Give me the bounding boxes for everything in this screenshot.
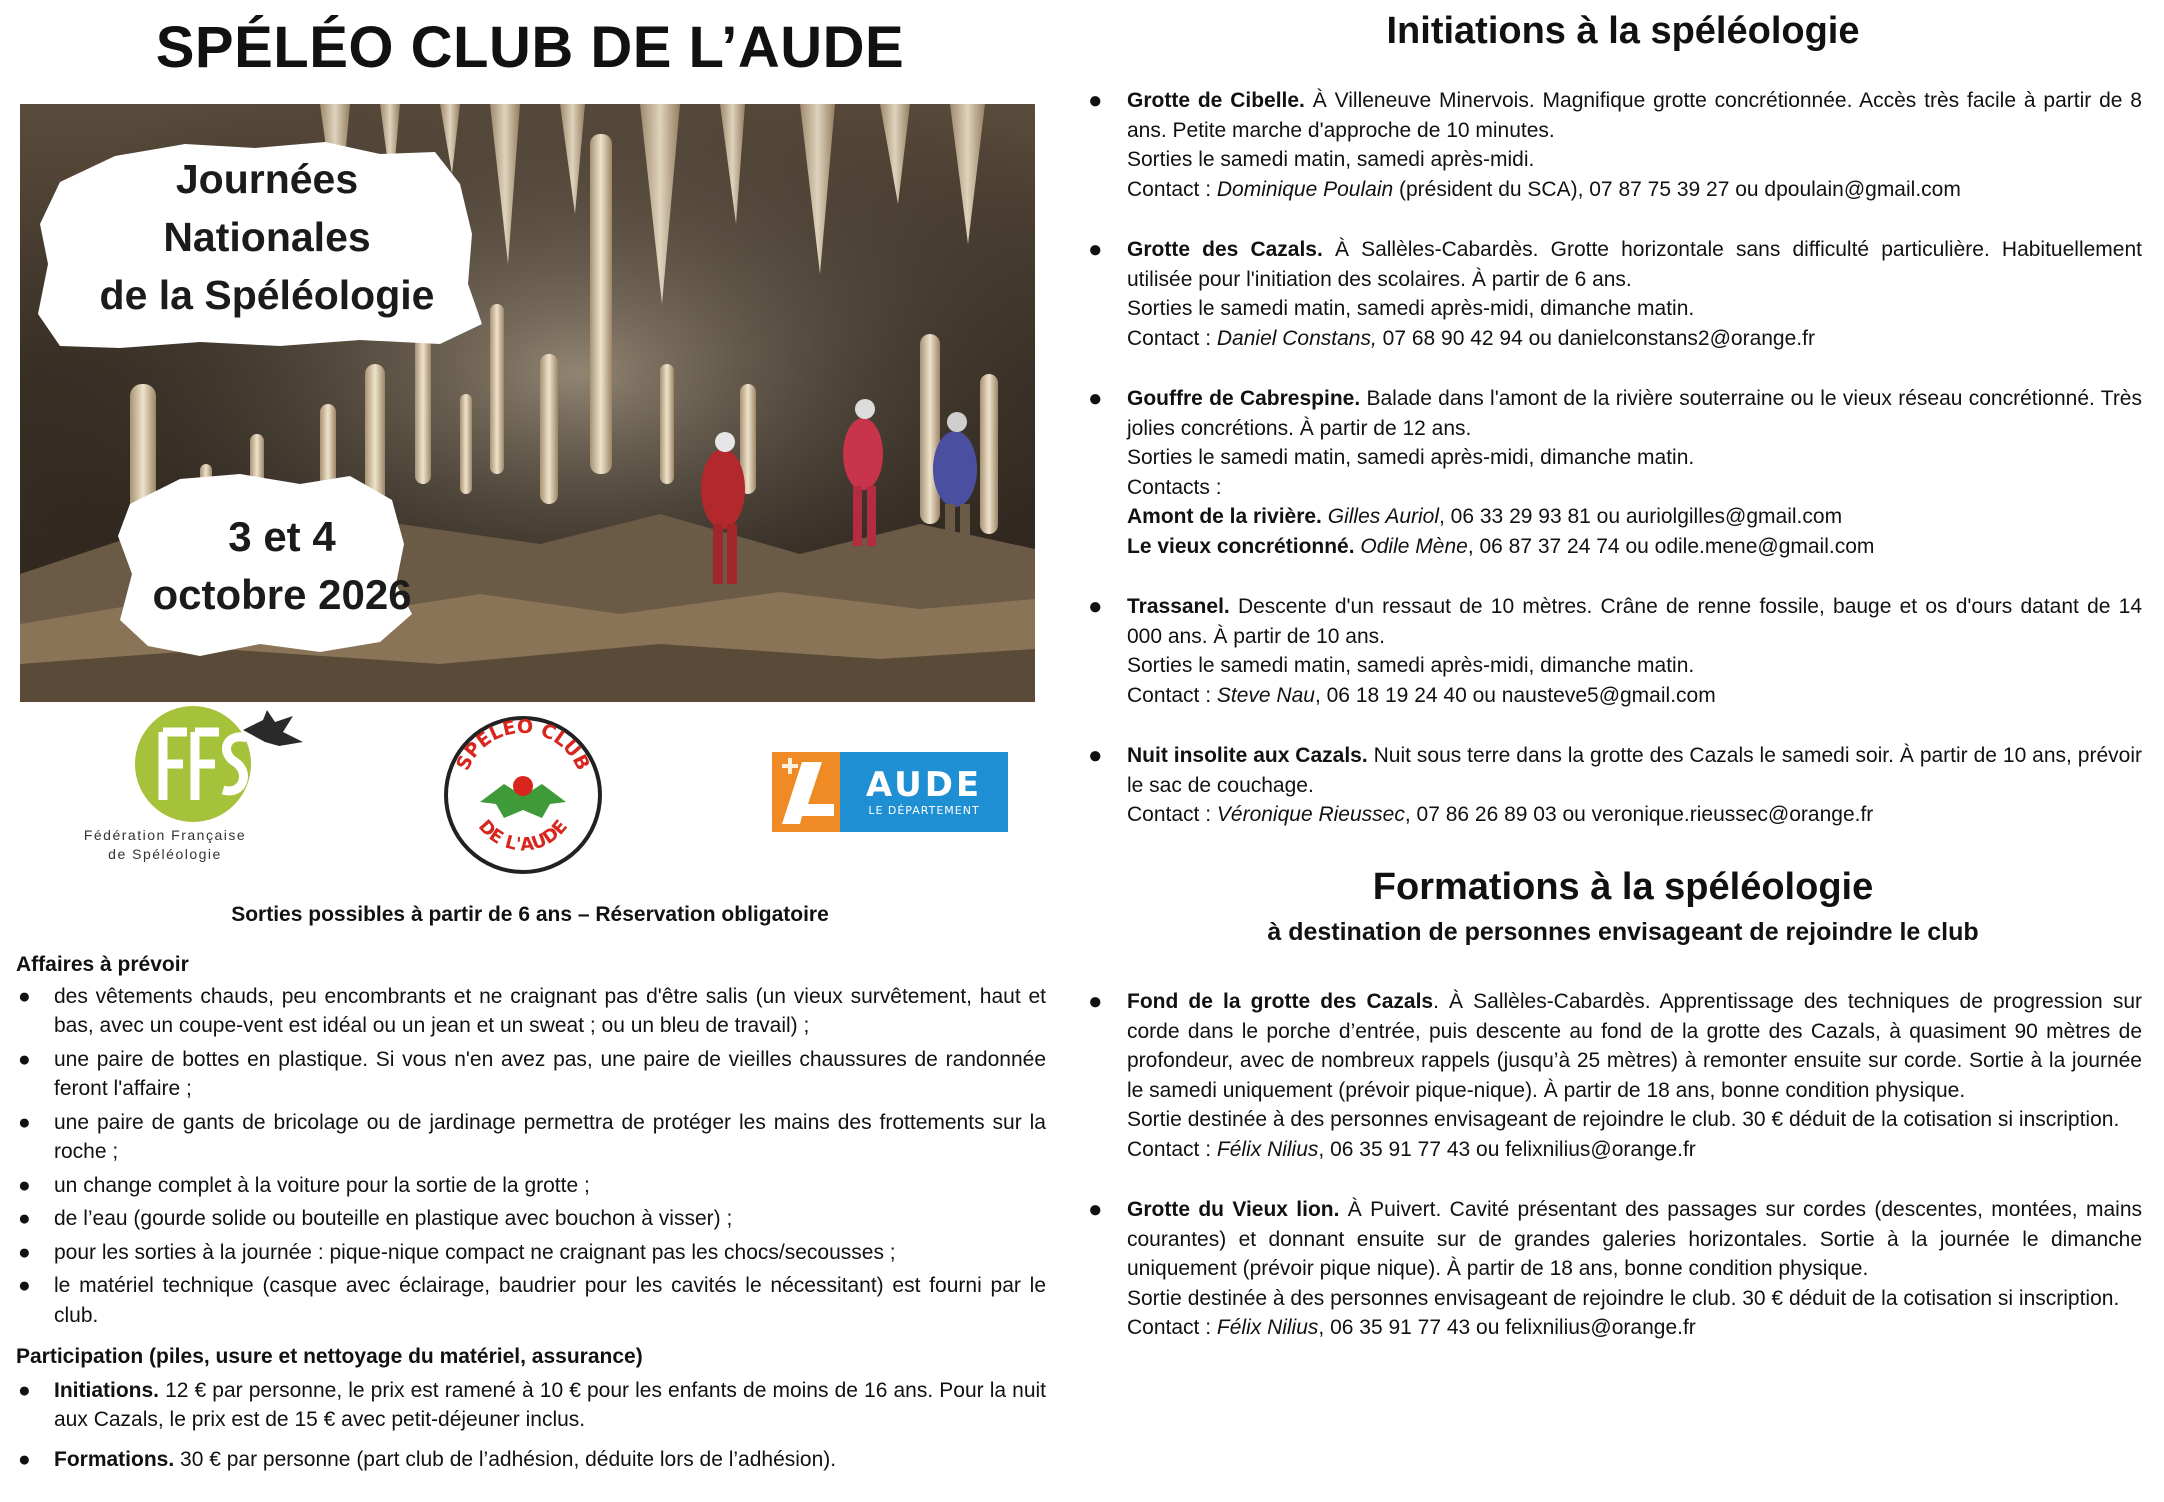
contact-name: Daniel Constans, [1216,326,1377,350]
left-body [16,950,1046,1484]
cave-description: Nuit sous terre dans la grotte des Cazals le samedi soir. À partir de 10 ans, prévoir le sac de couchage. [1127,744,2142,797]
cave-schedule: Sorties le samedi matin, samedi après-midi, dimanche matin. [1127,297,1695,320]
list-item: ● Fond de la grotte des Cazals. À Sallèles-Cabardès. Apprentissage des techniques de progression sur corde dans le porche d’entrée, puis descente au fond de la grotte des Cazals, à quasiment 90 mètres de profondeur, avec de nombreux rappels (jusqu’à 25 mètres) à remonter ensuite sur corde. Sortie à la journée le samedi uniquement (prévoir pique-nique). À partir de 18 ans, bonne condition physique. Sortie destinée à des personnes envisageant de rejoindre le club. 30 € déduit de la cotisation si inscription. Contact : Félix Nilius, 06 35 91 77 43 ou felixnilius@orange.fr [1088,988,2142,1161]
list-item: ● Grotte du Vieux lion. À Puivert. Cavité présentant des passages sur cordes (descentes, montées, mains courantes) et donnant ensuite sur de grandes galeries horizontales. Sortie à la journée le dimanche uniquement (prévoir pique nique). À partir de 18 ans, bonne condition physique. Sortie destinée à des personnes envisageant de rejoindre le club. 30 € déduit de la cotisation si inscription. Contact : Félix Nilius, 06 35 91 77 43 ou felixnilius@orange.fr [1088,1196,2142,1339]
list-item: ● Nuit insolite aux Cazals. Nuit sous terre dans la grotte des Cazals le samedi soir. À partir de 10 ans, prévoir le sac de couchage. Contact : Véronique Rieussec, 07 86 26 89 03 ou veronique.rieussec@orange.fr [1088,742,2142,826]
list-item: ● Initiations. 12 € par personne, le prix est ramené à 10 € pour les enfants de moins de 16 ans. Pour la nuit aux Cazals, le prix est de 15 € avec petit-déjeuner inclus. [18,1378,1046,1431]
contact-name: Félix Nilius [1216,1316,1319,1339]
formations-heading: Formations à la spéléologie [1372,866,1874,908]
formations-list [1082,987,2142,1374]
participation-text: 30 € par personne (part club de l’adhésion, déduite lors de l’adhésion). [174,1447,837,1471]
list-item: ● le matériel technique (casque avec éclairage, baudrier pour les cavités le nécessitant) est fourni par le club. [18,1274,1046,1327]
contact-prefix: Contact : [1127,326,1217,350]
sca-logo-bottom-text: DE L'AUDE [473,815,572,856]
contact-details: , 06 33 29 93 81 ou auriolgilles@gmail.com [1439,505,1843,528]
cave-schedule: Sorties le samedi matin, samedi après-midi, dimanche matin. [1127,446,1695,469]
contact-name: Véronique Rieussec [1216,803,1405,826]
list-item: ● Formations. 30 € par personne (part club de l’adhésion, déduite lors de l’adhésion). [18,1447,837,1471]
list-item-text: de l’eau (gourde solide ou bouteille en plastique avec bouchon à visser) ; [54,1207,733,1230]
cave-name: Grotte des Cazals. [1127,238,1323,261]
participation-heading: Participation (piles, usure et nettoyage du matériel, assurance) [16,1345,643,1368]
cave-name: Grotte du Vieux lion. [1127,1198,1340,1221]
cave-schedule: Sorties le samedi matin, samedi après-midi. [1127,148,1535,171]
list-item: ● une paire de bottes en plastique. Si vous n'en avez pas, une paire de vieilles chaussures de randonnée feront l'affaire ; [18,1047,1046,1100]
initiations-heading: Initiations à la spéléologie [1386,10,1860,52]
cave-name: Fond de la grotte des Cazals [1127,990,1434,1013]
contact-name: Steve Nau [1216,683,1315,707]
affaires-list [16,982,1046,1331]
cave-description: Descente d'un ressaut de 10 mètres. Crâne de renne fossile, bauge et os d'ours datant de 14 000 ans. À partir de 10 ans. [1127,595,2142,648]
list-item-text: des vêtements chauds, peu encombrants et ne craignant pas d'être salis (un vieux survêtement, haut et bas, avec un coupe-vent est idéal ou un jean et un sweat ; ou un bleu de travail) ; [54,984,1046,1037]
participation-label: Initiations. [54,1378,159,1402]
speleo-club-logo [442,714,604,876]
ffs-logo [115,702,315,827]
poster-date-line: octobre 2026 [152,571,412,618]
poster-date-line: 3 et 4 [228,513,336,560]
cave-description: À Sallèles-Cabardès. Grotte horizontale sans difficulté particulière. Habituellement utilisée pour l'initiation des scolaires. À partir de 6 ans. [1127,238,2142,291]
list-item: ● Gouffre de Cabrespine. Balade dans l'amont de la rivière souterraine ou le vieux réseau concrétionné. Très jolies concrétions. À partir de 12 ans. Sorties le samedi matin, samedi après-midi, dimanche matin. Contacts : Amont de la rivière. Gilles Auriol, 06 33 29 93 81 ou auriolgilles@gmail.com Le vieux concrétionné. Odile Mène, 06 87 37 24 74 ou odile.mene@gmail.com [1088,385,2142,558]
cave-name: Gouffre de Cabrespine. [1127,387,1361,410]
cave-name: Grotte de Cibelle. [1127,89,1305,112]
contact-prefix: Contact : [1127,1137,1217,1161]
cave-name: Trassanel. [1127,595,1230,618]
left-column [0,0,1060,1502]
cave-schedule: Sorties le samedi matin, samedi après-midi, dimanche matin. [1127,654,1695,677]
ffs-caption-line: de Spéléologie [108,846,222,862]
right-column [1082,0,2164,1502]
sub-contact-label: Le vieux concrétionné. [1127,534,1355,558]
sub-contact-label: Amont de la rivière. [1127,505,1322,528]
club-title: SPÉLÉO CLUB DE L’AUDE [155,15,905,80]
list-item: ● Grotte des Cazals. À Sallèles-Cabardès. Grotte horizontale sans difficulté particulière. Habituellement utilisée pour l'initiation des scolaires. À partir de 6 ans. Sorties le samedi matin, samedi après-midi, dimanche matin. Contact : Daniel Constans, 07 68 90 42 94 ou danielconstans2@orange.fr [1088,236,2142,350]
contact-name: Gilles Auriol [1327,505,1440,528]
list-item-text: le matériel technique (casque avec éclairage, baudrier pour les cavités le nécessitant) est fourni par le club. [54,1274,1046,1327]
contact-details: , 06 87 37 24 74 ou odile.mene@gmail.com [1467,534,1875,558]
aude-departement-logo [772,752,1008,832]
cave-description: À Villeneuve Minervois. Magnifique grotte concrétionnée. Accès très facile à partir de 8 ans. Petite marche d'approche de 10 minutes. [1127,89,2142,142]
contacts-label: Contacts : [1127,475,1222,499]
formation-note: Sortie destinée à des personnes envisageant de rejoindre le club. 30 € déduit de la cotisation si inscription. [1127,1108,2120,1131]
partner-logos [20,700,1040,880]
participation-label: Formations. [54,1447,175,1471]
contact-details: , 06 18 19 24 40 ou nausteve5@gmail.com [1314,683,1716,707]
contact-details: , 07 86 26 89 03 ou veronique.rieussec@orange.fr [1404,803,1874,826]
poster-title-line: Nationales [163,214,371,260]
cave-description: Balade dans l'amont de la rivière souterraine ou le vieux réseau concrétionné. Très jolies concrétions. À partir de 12 ans. [1127,387,2142,440]
affaires-heading: Affaires à prévoir [16,953,189,976]
contact-prefix: Contact : [1127,683,1217,707]
poster-date [132,508,432,624]
list-item-text: une paire de gants de bricolage ou de jardinage permettra de protéger les mains des frottements sur la roche ; [54,1110,1046,1163]
cave-description: À Puivert. Cavité présentant des passages sur cordes (descentes, montées, mains courantes) et donnant ensuite sur de grandes galeries horizontales. Sortie à la journée le dimanche uniquement (prévoir pique nique). À partir de 18 ans, bonne condition physique. [1127,1198,2142,1280]
poster-title-line: Journées [175,156,359,202]
cave-description: . À Sallèles-Cabardès. Apprentissage des techniques de progression sur corde dans le porche d’entrée, puis descente au fond de la grotte des Cazals, à quasiment 90 mètres de profondeur, avec de nombreux rappels (jusqu’à 25 mètres) à remonter ensuite sur corde. Sortie à la journée le samedi uniquement (prévoir pique-nique). À partir de 18 ans, bonne condition physique. [1127,990,2142,1102]
list-item: ● des vêtements chauds, peu encombrants et ne craignant pas d'être salis (un vieux survêtement, haut et bas, avec un coupe-vent est idéal ou un jean et un sweat ; ou un bleu de travail) ; [18,984,1046,1037]
contact-prefix: Contact : [1127,803,1217,826]
formation-note: Sortie destinée à des personnes envisageant de rejoindre le club. 30 € déduit de la cotisation si inscription. [1127,1286,2120,1310]
sorties-notice: Sorties possibles à partir de 6 ans – Réservation obligatoire [231,903,829,926]
poster-title [62,150,472,324]
ffs-caption [75,826,255,864]
contact-details: 07 68 90 42 94 ou danielconstans2@orange.fr [1376,326,1815,350]
contact-name: Dominique Poulain [1216,177,1394,201]
aude-logo-sub: LE DÉPARTEMENT [868,804,980,817]
participation-text: 12 € par personne, le prix est ramené à 10 € pour les enfants de moins de 16 ans. Pour la nuit aux Cazals, le prix est de 15 € avec petit-déjeuner inclus. [54,1378,1046,1431]
list-item: ● de l’eau (gourde solide ou bouteille en plastique avec bouchon à visser) ; [18,1207,733,1230]
aude-logo-name: AUDE [865,765,983,805]
contact-details: , 06 35 91 77 43 ou felixnilius@orange.fr [1318,1137,1696,1161]
list-item: ● Grotte de Cibelle. À Villeneuve Minervois. Magnifique grotte concrétionnée. Accès très facile à partir de 8 ans. Petite marche d'approche de 10 minutes. Sorties le samedi matin, samedi après-midi. Contact : Dominique Poulain (président du SCA), 07 87 75 39 27 ou dpoulain@gmail.com [1088,87,2142,201]
participation-list [16,1376,1046,1475]
contact-prefix: Contact : [1127,177,1217,201]
poster-title-line: de la Spéléologie [99,272,435,318]
list-item: ● une paire de gants de bricolage ou de jardinage permettra de protéger les mains des frottements sur la roche ; [18,1110,1046,1163]
list-item-text: un change complet à la voiture pour la sortie de la grotte ; [54,1173,590,1197]
contact-name: Odile Mène [1360,534,1468,558]
contact-details: , 06 35 91 77 43 ou felixnilius@orange.fr [1318,1316,1696,1339]
contact-name: Félix Nilius [1216,1137,1319,1161]
contact-prefix: Contact : [1127,1316,1217,1339]
sca-logo-top-text: SPELEO CLUB [452,715,594,774]
ffs-caption-line: Fédération Française [83,827,247,843]
list-item-text: pour les sorties à la journée : pique-nique compact ne craignant pas les chocs/secousses ; [54,1240,896,1264]
contact-details: (président du SCA), 07 87 75 39 27 ou dpoulain@gmail.com [1393,177,1961,201]
list-item: ● Trassanel. Descente d'un ressaut de 10 mètres. Crâne de renne fossile, bauge et os d'ours datant de 14 000 ans. À partir de 10 ans. Sorties le samedi matin, samedi après-midi, dimanche matin. Contact : Steve Nau, 06 18 19 24 40 ou nausteve5@gmail.com [1088,593,2142,707]
initiations-list [1082,86,2142,861]
list-item-text: une paire de bottes en plastique. Si vous n'en avez pas, une paire de vieilles chaussures de randonnée feront l'affaire ; [54,1047,1046,1100]
formations-subtitle: à destination de personnes envisageant de rejoindre le club [1267,918,1979,946]
list-item: ● pour les sorties à la journée : pique-nique compact ne craignant pas les chocs/secousses ; [18,1240,896,1264]
list-item: ● un change complet à la voiture pour la sortie de la grotte ; [18,1173,590,1197]
cave-name: Nuit insolite aux Cazals. [1127,744,1368,767]
